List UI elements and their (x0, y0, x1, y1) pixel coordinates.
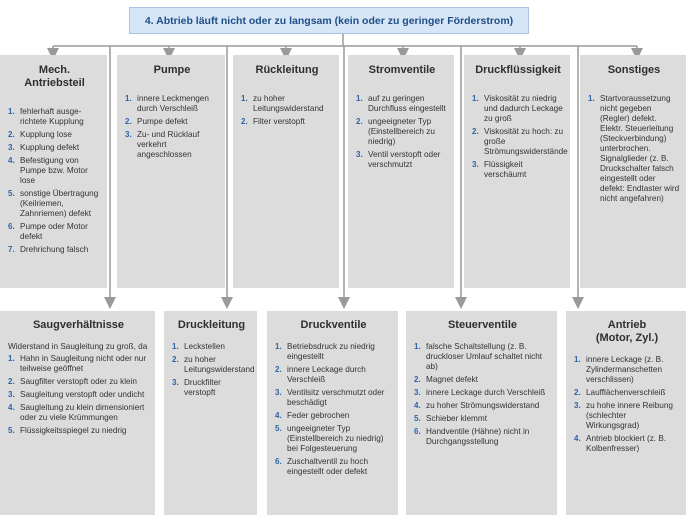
cause-number: 1. (472, 94, 479, 103)
cause-item (172, 378, 251, 398)
cause-text: Kupplung lose (20, 130, 72, 139)
cause-item (356, 94, 448, 114)
box-title: Pumpe (153, 64, 191, 76)
cause-number: 3. (356, 150, 363, 159)
cause-text: zu hoher Strömungswiderstand (426, 401, 540, 410)
cause-text: innere Leckmengen durch Verschleiß (137, 94, 209, 113)
cause-number: 3. (172, 378, 179, 387)
box-title: Saugverhältnisse (32, 319, 125, 331)
cause-list (574, 355, 680, 454)
cause-number: 3. (275, 388, 282, 397)
cause-text: Flüssigkeitsspiegel zu niedrig (20, 426, 127, 435)
cause-item (275, 388, 392, 408)
box-title: Rückleitung (255, 64, 319, 76)
cause-text: Laufflächenverschleiß (586, 388, 666, 397)
cause-list (356, 94, 448, 170)
cause-item (8, 156, 101, 186)
cause-list (275, 342, 392, 477)
cause-list (241, 94, 333, 127)
cause-text: Flüssigkeit verschäumt (484, 160, 527, 179)
cause-item (356, 117, 448, 147)
top-box-1 (0, 55, 107, 288)
cause-number: 1. (588, 94, 595, 103)
cause-text: ungeeigneter Typ (Einstellbereich zu niedrig) (368, 117, 435, 146)
cause-number: 2. (172, 355, 179, 364)
cause-number: 5. (275, 424, 282, 433)
cause-list (588, 94, 680, 204)
cause-text: innere Leckage (z. B. Zylindermanschetten verschlissen) (586, 355, 664, 384)
cause-item (275, 457, 392, 477)
cause-item (8, 377, 149, 387)
cause-item (275, 411, 392, 421)
box-title: Antrieb (Motor, Zyl.) (595, 319, 659, 344)
cause-item (574, 401, 680, 431)
cause-item (574, 388, 680, 398)
box-title: Sonstiges (607, 64, 661, 76)
cause-text: Befestigung von Pumpe bzw. Motor lose (20, 156, 88, 185)
cause-item (8, 222, 101, 242)
cause-number: 7. (8, 245, 15, 254)
cause-item (8, 143, 101, 153)
bottom-box-5 (566, 311, 686, 515)
cause-number: 2. (8, 130, 15, 139)
cause-text: Hahn in Saugleitung nicht oder nur teilweise geöffnet (20, 354, 147, 373)
cause-item (125, 94, 219, 114)
cause-item (125, 130, 219, 160)
cause-text: ungeeigneter Typ (Einstellbereich zu niedrig) bei Folgesteuerung (287, 424, 384, 453)
cause-item (414, 388, 551, 398)
cause-number: 3. (8, 143, 15, 152)
cause-number: 1. (125, 94, 132, 103)
cause-number: 3. (8, 390, 15, 399)
cause-number: 5. (414, 414, 421, 423)
cause-number: 6. (8, 222, 15, 231)
box-title: Steuerventile (447, 319, 518, 331)
cause-text: Startvoraussetzung nicht gegeben (Regler) defekt. Elektr. Steuerleitung (Steckverbindung) unterbrochen. Signalglieder (z. B. Druckschalter falsch eingestellt oder defekt: Endtaster wird nicht angefahren) (600, 94, 680, 203)
cause-number: 4. (275, 411, 282, 420)
cause-item (414, 401, 551, 411)
cause-number: 1. (8, 354, 15, 363)
cause-number: 4. (8, 156, 15, 165)
cause-item (172, 355, 255, 375)
cause-item (472, 160, 564, 180)
cause-number: 4. (8, 403, 15, 412)
cause-item (8, 403, 149, 423)
cause-text: Viskosität zu niedrig und dadurch Leckage zu groß (484, 94, 563, 123)
cause-text: innere Leckage durch Verschleiß (426, 388, 546, 397)
cause-number: 6. (275, 457, 282, 466)
box-intro: Widerstand in Saugleitung zu groß, da (8, 342, 148, 351)
cause-item (8, 426, 149, 436)
cause-number: 2. (356, 117, 363, 126)
top-box-2 (117, 55, 225, 288)
cause-text: Pumpe defekt (137, 117, 188, 126)
cause-number: 3. (472, 160, 479, 169)
cause-number: 2. (574, 388, 581, 397)
cause-item (356, 150, 448, 170)
cause-item (588, 94, 680, 204)
cause-item (414, 375, 551, 385)
cause-item (275, 365, 392, 385)
cause-text: Handventile (Hähne) nicht in Durchgangsstellung (426, 427, 530, 446)
cause-item (574, 434, 680, 454)
cause-text: Ventilsitz verschmutzt oder beschädigt (287, 388, 385, 407)
cause-item (8, 107, 101, 127)
cause-item (414, 414, 551, 424)
cause-list (172, 342, 255, 398)
cause-text: Drehrichung falsch (20, 245, 89, 254)
cause-item (8, 354, 149, 374)
cause-list (8, 107, 101, 255)
bottom-box-1 (0, 311, 155, 515)
cause-text: Kupplung defekt (20, 143, 80, 152)
cause-item (8, 189, 101, 219)
cause-text: auf zu geringen Durchfluss eingestellt (368, 94, 446, 113)
cause-text: Leckstellen (184, 342, 225, 351)
cause-item (241, 94, 333, 114)
cause-text: Filter verstopft (253, 117, 305, 126)
cause-number: 1. (241, 94, 248, 103)
cause-number: 5. (8, 189, 15, 198)
cause-number: 3. (125, 130, 132, 139)
cause-number: 1. (8, 107, 15, 116)
cause-text: Antrieb blockiert (z. B. Kolbenfresser) (586, 434, 667, 453)
box-title: Druckleitung (177, 319, 246, 331)
box-title: Stromventile (368, 64, 436, 76)
cause-text: zu hoher Leitungswiderstand (253, 94, 324, 113)
cause-number: 2. (8, 377, 15, 386)
cause-list (8, 354, 149, 436)
cause-number: 2. (241, 117, 248, 126)
cause-number: 4. (574, 434, 581, 443)
cause-item (8, 130, 101, 140)
cause-text: innere Leckage durch Verschleiß (287, 365, 366, 384)
cause-item (472, 127, 568, 157)
cause-list (414, 342, 551, 447)
cause-number: 6. (414, 427, 421, 436)
cause-text: Feder gebrochen (287, 411, 350, 420)
cause-number: 1. (356, 94, 363, 103)
top-box-3 (233, 55, 339, 288)
cause-item (414, 342, 551, 372)
cause-text: zu hohe innere Reibung (schlechter Wirkungsgrad) (586, 401, 673, 430)
cause-number: 2. (125, 117, 132, 126)
cause-number: 5. (8, 426, 15, 435)
cause-text: Zu- und Rücklauf verkehrt angeschlossen (137, 130, 200, 159)
cause-number: 1. (574, 355, 581, 364)
cause-item (125, 117, 219, 127)
cause-item (275, 342, 392, 362)
top-box-6 (580, 55, 686, 288)
bottom-box-2 (164, 311, 257, 515)
cause-item (574, 355, 680, 385)
diagram-title: 4. Abtrieb läuft nicht oder zu langsam (kein oder zu geringer Förderstrom) (129, 7, 529, 34)
cause-text: zu hoher Leitungswiderstand (184, 355, 255, 374)
bottom-box-3 (267, 311, 398, 515)
cause-number: 3. (574, 401, 581, 410)
cause-text: Ventil verstopft oder verschmutzt (368, 150, 441, 169)
cause-text: fehlerhaft ausge-richtete Kupplung (20, 107, 84, 126)
cause-text: Magnet defekt (426, 375, 478, 384)
cause-item (241, 117, 333, 127)
cause-text: Zuschaltventil zu hoch eingestellt oder defekt (287, 457, 369, 476)
cause-list (472, 94, 568, 180)
top-box-5 (464, 55, 570, 288)
cause-number: 2. (275, 365, 282, 374)
cause-text: Pumpe oder Motor defekt (20, 222, 88, 241)
cause-item (8, 390, 149, 400)
bottom-box-4 (406, 311, 557, 515)
cause-number: 1. (172, 342, 179, 351)
cause-text: Druckfilter verstopft (184, 378, 221, 397)
cause-text: Saugfilter verstopft oder zu klein (20, 377, 137, 386)
cause-number: 2. (414, 375, 421, 384)
cause-number: 3. (414, 388, 421, 397)
cause-number: 1. (275, 342, 282, 351)
cause-item (172, 342, 251, 352)
cause-text: falsche Schaltstellung (z. B. druckloser Umlauf schaltet nicht ab) (426, 342, 543, 371)
cause-item (8, 245, 101, 255)
cause-item (472, 94, 564, 124)
cause-text: Betriebsdruck zu niedrig eingestellt (287, 342, 375, 361)
cause-number: 2. (472, 127, 479, 136)
cause-item (275, 424, 392, 454)
cause-text: sonstige Übertragung (Keilriemen, Zahnriemen) defekt (20, 189, 99, 218)
cause-number: 1. (414, 342, 421, 351)
cause-number: 4. (414, 401, 421, 410)
cause-text: Saugleitung zu klein dimensioniert oder zu viele Krümmungen (20, 403, 145, 422)
cause-text: Schieber klemmt (426, 414, 487, 423)
box-title: Druckventile (300, 319, 367, 331)
cause-text: Saugleitung verstopft oder undicht (20, 390, 145, 399)
cause-item (414, 427, 551, 447)
cause-text: Viskosität zu hoch: zu große Strömungswiderstände (484, 127, 568, 156)
cause-list (125, 94, 219, 160)
box-title: Mech. Antriebsteil (24, 64, 85, 89)
top-box-4 (348, 55, 454, 288)
box-title: Druckflüssigkeit (475, 64, 561, 76)
